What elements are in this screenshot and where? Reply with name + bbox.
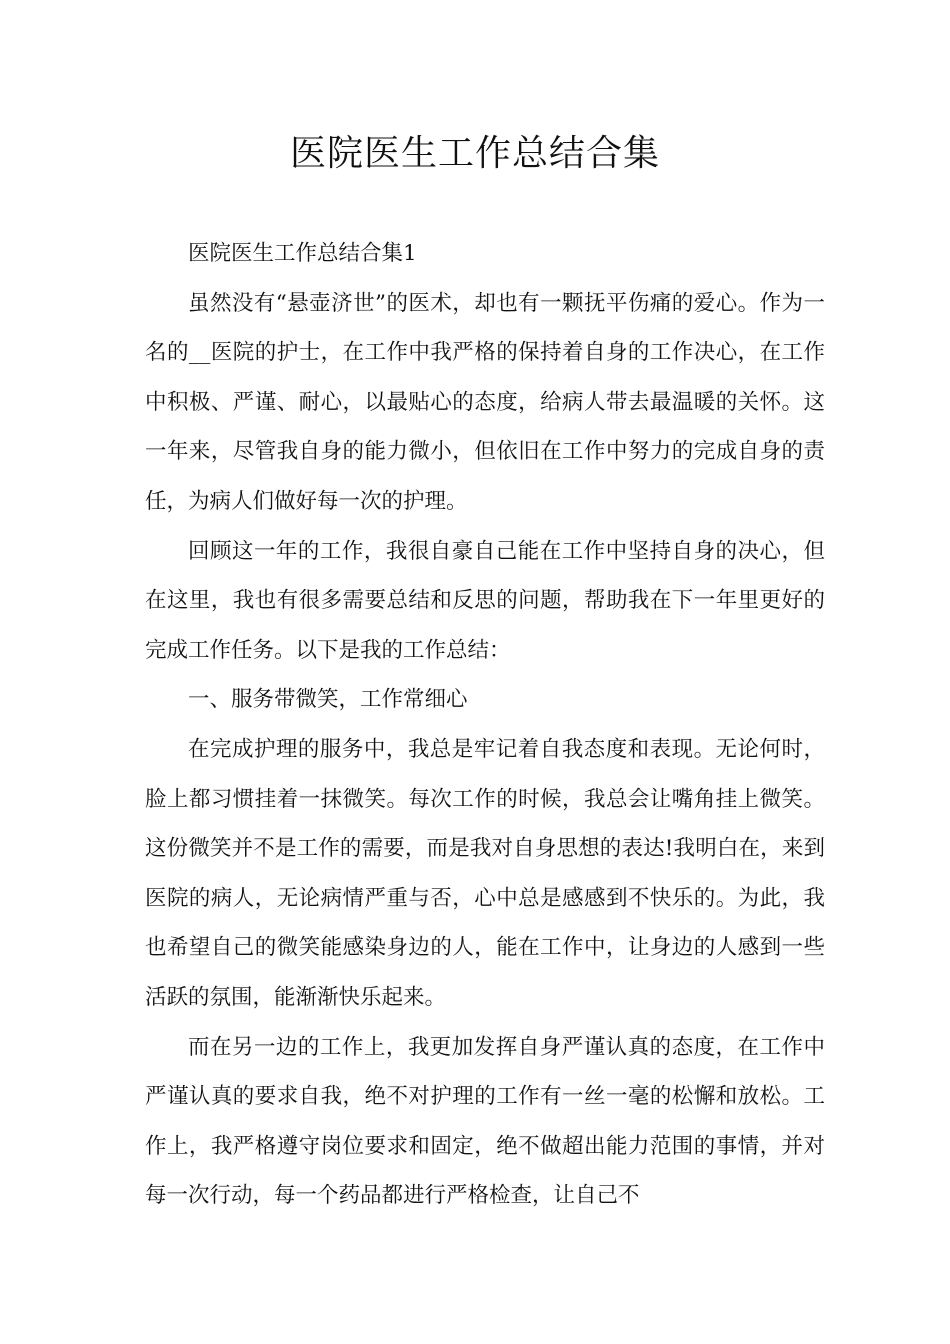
document-title: 医院医生工作总结合集 [289, 133, 660, 174]
subheading: 一、服务带微笑，工作常细心 [188, 687, 468, 713]
paragraph: 回顾这一年的工作，我很自豪自己能在工作中坚持自身的决心，但在这里，我也有很多需要总结和反思的问题，帮助我在下一年里更好的完成工作任务。以下是我的工作总结： [145, 538, 825, 663]
document-body [145, 229, 825, 1221]
paragraph: 在完成护理的服务中，我总是牢记着自我态度和表现。无论何时，脸上都习惯挂着一抹微笑。每次工作的时候，我总会让嘴角挂上微笑。这份微笑并不是工作的需要，而是我对自身思想的表达!我明白在，来到医院的病人，无论病情严重与否，心中总是感感到不快乐的。为此，我也希望自己的微笑能感染身边的人，能在工作中，让身边的人感到一些活跃的氛围，能渐渐快乐起来。 [145, 736, 825, 1010]
paragraph: 而在另一边的工作上，我更加发挥自身严谨认真的态度，在工作中严谨认真的要求自我，绝不对护理的工作有一丝一毫的松懈和放松。工作上，我严格遵守岗位要求和固定，绝不做超出能力范围的事情，并对每一次行动，每一个药品都进行严格检查，让自己不 [145, 1034, 825, 1209]
section-heading: 医院医生工作总结合集1 [188, 241, 417, 266]
paragraph: 虽然没有“悬壶济世”的医术，却也有一颗抚平伤痛的爱心。作为一名的__医院的护士，在工作中我严格的保持着自身的工作决心，在工作中积极、严谨、耐心，以最贴心的态度，给病人带去最温暖的关怀。这一年来，尽管我自身的能力微小，但依旧在工作中努力的完成自身的责任，为病人们做好每一次的护理。 [145, 290, 825, 514]
